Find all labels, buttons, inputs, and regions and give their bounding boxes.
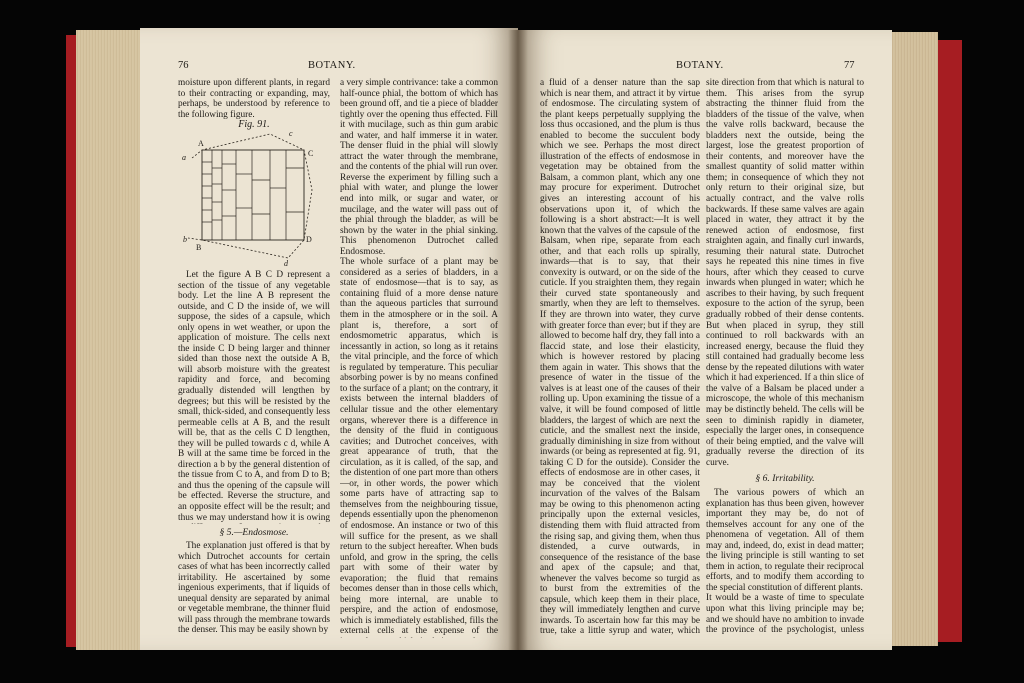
section-heading-endosmose: § 5.—Endosmose.: [219, 527, 289, 538]
page-edges-left: [76, 30, 148, 650]
right-col2-after: The various powers of which an explanation has thus been given, however important they may be, do not of themselves account for any one of the phenomena of vegetation. All of them may and, indeed, do, exist in dead matter; the living principle is still wanting to set them in action, to regulate their reciprocal efforts, and to modify them according to the special constitution of different plants. It would be a waste of time to speculate upon what this living principle may be; and we should have no ambition to invade the province of the psychologist, unless: [706, 488, 864, 636]
fig-label-c: c: [289, 129, 293, 138]
section-heading-irritability: § 6. Irritability.: [755, 473, 815, 484]
fig-label-B: B: [196, 243, 202, 252]
left-col1-after: The explanation just offered is that by which Dutrochet accounts for certain cases of what has been incorrectly called irritability. He ascertained by some ingenious experiments, that if liquids of unequal density are separated by animal or vegetable membrane, the thinner fluid will pass through the membrane towards the denser. This may be easily shown by: [178, 541, 330, 636]
book-gutter: [508, 30, 528, 650]
left-col2: a very simple contrivance: take a common half-ounce phial, the bottom of which has been ground off, and tie a piece of bladder tightly over the opening thus effected. Fill it with mucilage, such as thin gum arabic and water, and half immerse it in water. The denser fluid in the phial will slowly attract the water through the membrane, and the contents of the phial will run over. Reverse the experiment by filling such a phial with water, and plunge the lower end into milk, or sugar and water, or mucilage, and the water will pass out of the phial through the bladder, as will be shown by the water in the phial sinking. This phenomenon Dutrochet called Endosmose. The whole surface of a plant may be considered as a series of bladders, in a state of endosmose—that is to say, as containing fluid of a more dense nature than the aqueous particles that surround them in the atmosphere or in the soil. A plant is, therefore, a sort of endosmometric apparatus, which is incessantly in action, so long as it retains the vital principle, and the force of which is regulated by temperature. This peculiar absorbing power is by no means confined to the surface of a plant; on the contrary, it exists between the internal bladders of cellular tissue and the other elementary organs, wherever there is a difference in the density of the fluid in contiguous cavities; and Dutrochet conceives, with great appearance of truth, that the circulation, as it is called, of the sap, and the distention of one part more than others—or, in other words, the power which some parts have of attracting sap to themselves from the neighbouring tissue, depends essentially upon the phenomenon of endosmose. An instance or two of this will suffice for the present, as we shall return to the subject hereafter. When buds unfold, and grow in the spring, the cells part with some of their water by evaporation; the fluid that remains becomes denser than in those cells which, being more internal, are unable to perspire, and the action of endosmose, which is immediately established, fills the external cells at the expense of the: [340, 78, 498, 637]
left-col1-intro: moisture upon different plants, in regard to their contracting or expanding, may, perhaps, be understood by reference to the following figure.: [178, 78, 330, 120]
fig-label-D: D: [306, 235, 312, 244]
page-number-left: 76: [178, 60, 189, 71]
running-head-right: BOTANY.: [676, 60, 724, 71]
running-head-left: BOTANY.: [308, 60, 356, 71]
cell-diagram: [178, 128, 330, 268]
fig-label-C: C: [308, 149, 314, 158]
page-edges-right: [888, 32, 938, 646]
figure-caption: Fig. 91.: [238, 119, 270, 130]
fig-label-b: b: [183, 235, 187, 244]
fig-label-A: A: [198, 139, 204, 148]
fig-label-a: a: [182, 153, 186, 162]
right-col2-top: site direction from that which is natural to them. This arises from the syrup abstracting the thinner fluid from the bladders of the tissue of the valve, when the valve rolls backward, because the bladders next the outside, being the largest, lose the greatest proportion of their contents, and moreover have the smallest quantity of solid matter within them; in consequence of which they not only return to their original size, but actually contract, and the valve rolls backwards. If these same valves are again placed in water, they attract it by the renewed action of endosmose, first straighten again, and finally curl inwards, resuming their natural state. Dutrochet says he repeated this nine times in five hours, after which they ceased to curve inwards when plunged in water; which he ascribes to their having, by such frequent exposure to the action of the syrup, been gradually robbed of their dense contents. But when placed in syrup, they still continued to roll backwards with an increased energy, because the fluid they still contained had gradually become less dense by the repeated dilutions with water which it had experienced. If a thin slice of the valve of a Balsam be placed under a microscope, the whole of this mechanism may be distinctly beheld. The cells will be seen to diminish rapidly in diameter, especially the larger ones, in consequence of their being emptied, and the valve will gradually reverse the direction of its curve.: [706, 78, 864, 468]
fig-label-d: d: [284, 259, 288, 268]
left-col1-body: Let the figure A B C D represent a section of the tissue of any vegetable body. Let the line A B represent the outside, and C D the inside of, we will suppose, the sides of a capsule, which only opens in wet weather, or upon the application of moisture. The cells next the inside C D being larger and thinner sided than those next the outside A B, will absorb moisture with the greatest rapidity and force, and becoming gradually distended will lengthen by degrees; but this will be resisted by the small, thick-sided, and consequently less permeable cells at A B, and the result will be, that as the cells C D lengthen, they will be pulled towards c d, while A B will at the same time be forced in the direction a b by the general distention of the tissue from C to A, and from D to B; and thus the opening of the capsule will be effected. Reverse the structure, and an opposite effect will be the result; and thus we may understand how it is owing: [178, 270, 330, 523]
right-col1: a fluid of a denser nature than the sap which is near them, and attract it by virtue of endosmose. The circulating system of the plant keeps perpetually supplying the loss thus occasioned, and the plum is thus enabled to become the succulent body which we see. Perhaps the most direct illustration of the effects of endosmose in vegetation may be obtained from the Balsam, a common plant, which any one may procure for experiment. Dutrochet gives an interesting account of his observations upon it, of which the following is a short abstract:—It is well known that the valves of the capsule of the Balsam, when ripe, separate from each other, and that each rolls up spirally, inwards—that is to say, that their convexity is outward, or on the side of the cuticle. If you straighten them, they regain their curved state spontaneously and smartly, when they are left to themselves. If they are thrown into water, they curve with greater force than ever; but if they are allowed to become half dry, they fall into a flaccid state, and lose their elasticity, which is however restored by placing them again in water. This shows that the presence of water in the tissue of the valves is at least one of the causes of their rolling up. Upon examining the tissue of a valve, it will be found composed of little bladders, the largest of which are next the cuticle, and the smallest next the inside, gradually diminishing in size from without inwards (or being as represented at fig. 91, taking C D for the outside). Consider the effects of endosmose are in other cases, it may be conceived that the violent incurvation of the valves of the Balsam may be owing to this phenomenon acting principally upon the external vesicles, distending them with fluid attracted from the rising sap, and giving them, when thus distended, a curve outwards, in consequence of the resistance of the base and apex of the capsule; and that, whenever the valves become so turgid as to burst from the extremities of the capsule, which keep them in their place, they will immediately lengthen and curve inwards. To ascertain how far this may be true, take a little syrup and water, which: [540, 78, 700, 636]
page-number-right: 77: [844, 60, 855, 71]
